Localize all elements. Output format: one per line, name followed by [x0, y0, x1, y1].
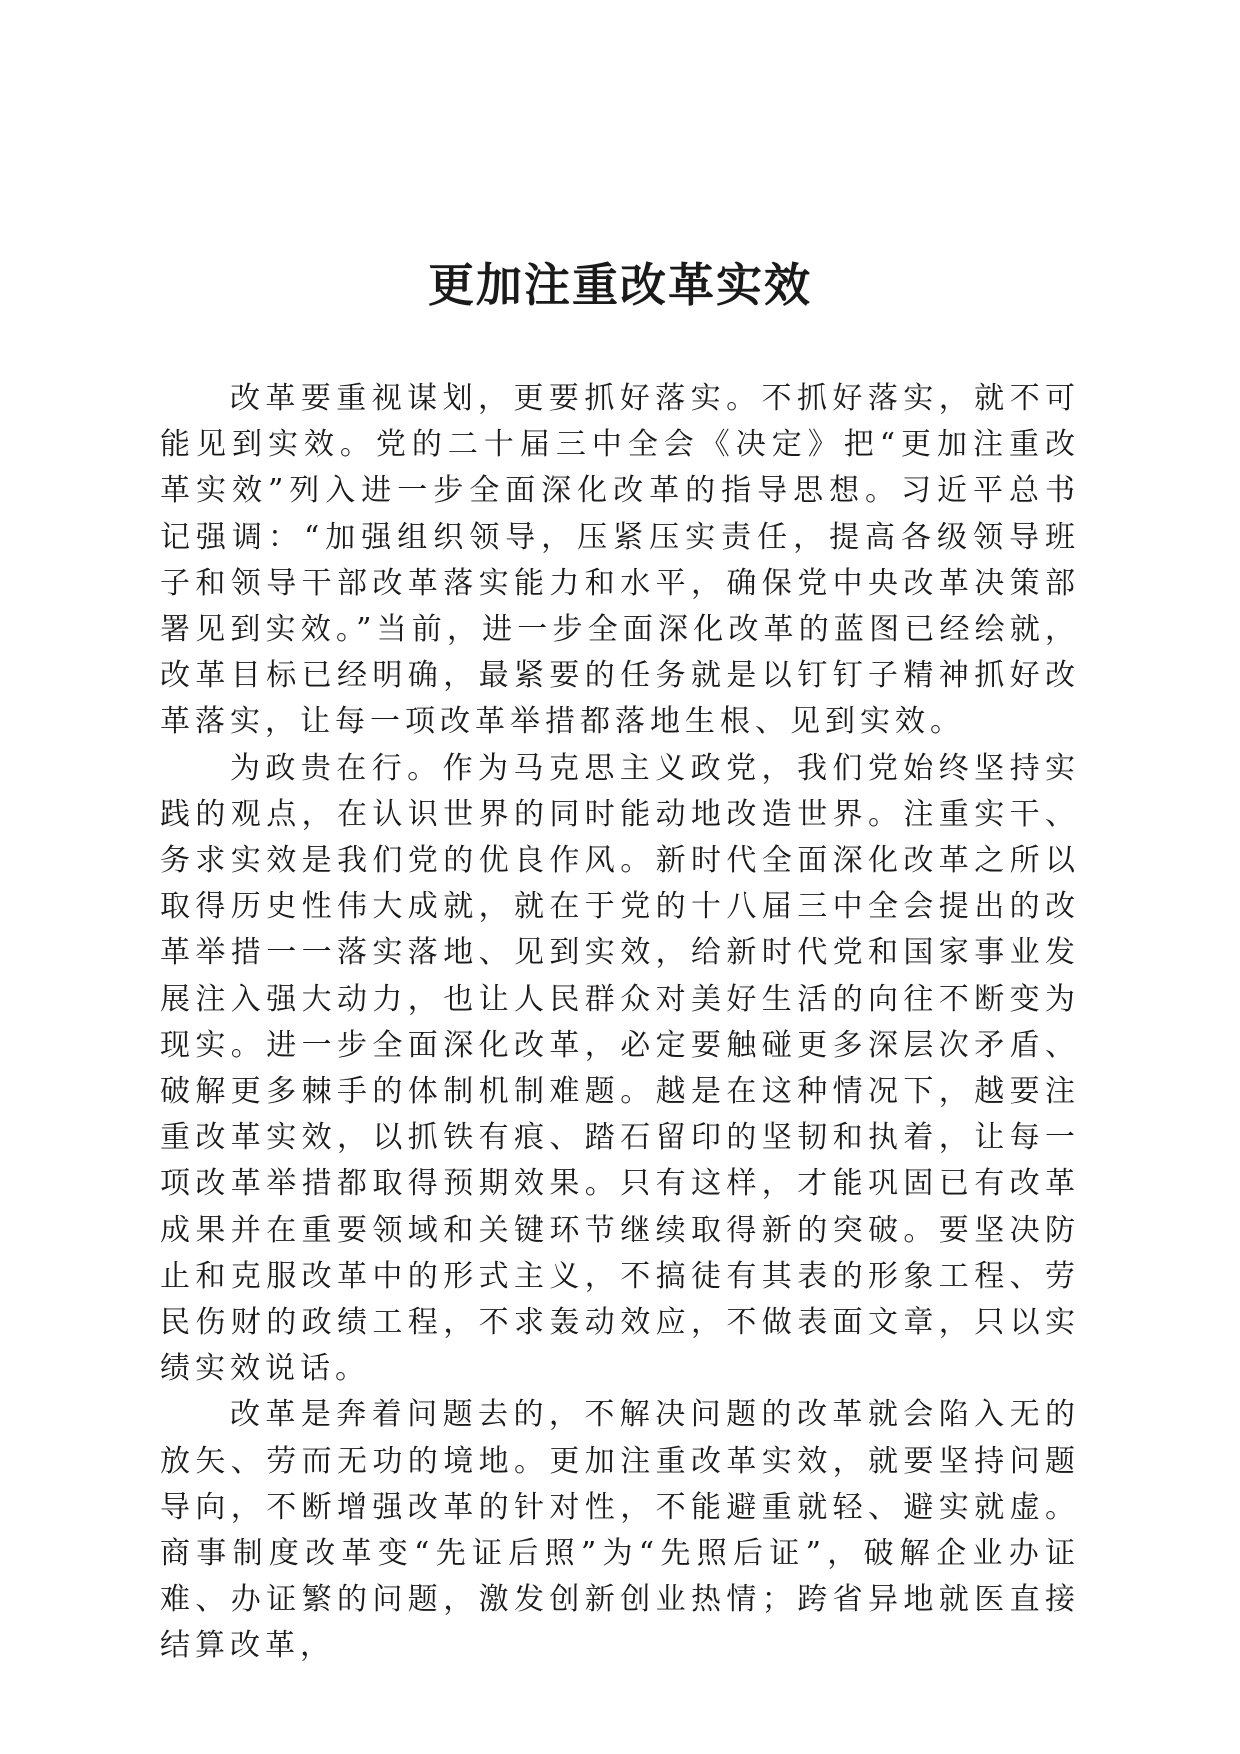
paragraph-3: 改革是奔着问题去的，不解决问题的改革就会陷入无的放矢、劳而无功的境地。更加注重改革实效，就要坚持问题导向，不断增强改革的针对性，不能避重就轻、避实就虚。商事制度改革变“先证后照”为“先照后证”，破解企业办证难、办证繁的问题，激发创新创业热情；跨省异地就医直接结算改革， — [160, 1397, 1080, 1664]
document-title: 更加注重改革实效 — [428, 258, 812, 312]
document-body — [160, 376, 1080, 1670]
paragraph-2: 为政贵在行。作为马克思主义政党，我们党始终坚持实践的观点，在认识世界的同时能动地改造世界。注重实干、务求实效是我们党的优良作风。新时代全面深化改革之所以取得历史性伟大成就，就在于党的十八届三中全会提出的改革举措一一落实落地、见到实效，给新时代党和国家事业发展注入强大动力，也让人民群众对美好生活的向往不断变为现实。进一步全面深化改革，必定要触碰更多深层次矛盾、破解更多棘手的体制机制难题。越是在这种情况下，越要注重改革实效，以抓铁有痕、踏石留印的坚韧和执着，让每一项改革举措都取得预期效果。只有这样，才能巩固已有改革成果并在重要领域和关键环节继续取得新的突破。要坚决防止和克服改革中的形式主义，不搞徒有其表的形象工程、劳民伤财的政绩工程，不求轰动效应，不做表面文章，只以实绩实效说话。 — [160, 750, 1080, 1387]
paragraph-1: 改革要重视谋划，更要抓好落实。不抓好落实，就不可能见到实效。党的二十届三中全会《决定》把“更加注重改革实效”列入进一步全面深化改革的指导思想。习近平总书记强调：“加强组织领导，压紧压实责任，提高各级领导班子和领导干部改革落实能力和水平，确保党中央改革决策部署见到实效。”当前，进一步全面深化改革的蓝图已经绘就，改革目标已经明确，最紧要的任务就是以钉钉子精神抓好改革落实，让每一项改革举措都落地生根、见到实效。 — [160, 381, 1080, 740]
